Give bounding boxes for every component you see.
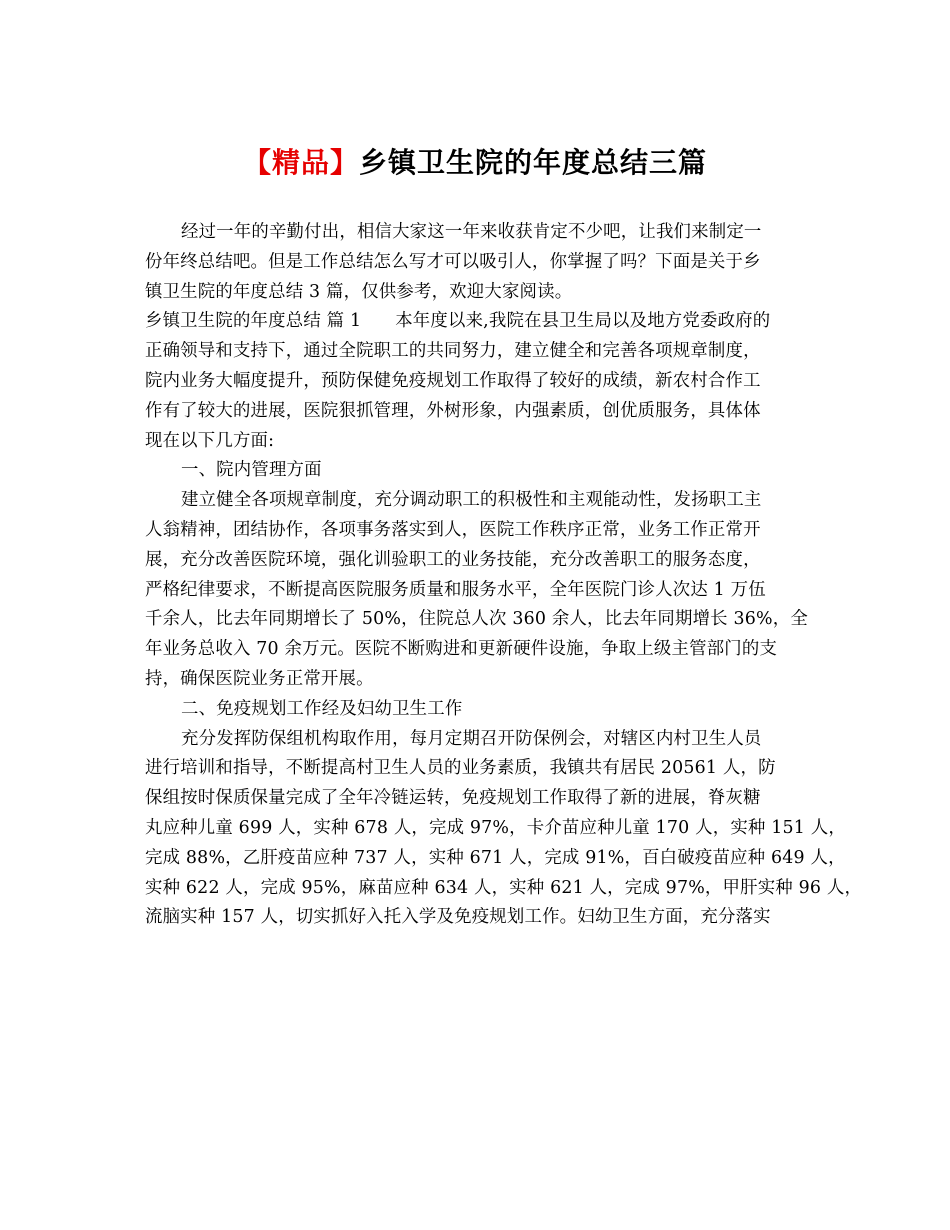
title-mark: 【精品】 xyxy=(242,146,359,179)
paragraph-line: 年业务总收入 70 余万元。医院不断购进和更新硬件设施，争取上级主管部门的支 xyxy=(145,639,778,660)
section-heading-line xyxy=(145,307,815,337)
paragraph-text: 本年度以来,我院在县卫生局以及地方党委政府的 xyxy=(395,311,771,332)
paragraph-line: 建立健全各项规章制度，充分调动职工的积极性和主观能动性，发扬职工主 xyxy=(181,490,762,511)
document-body xyxy=(145,218,863,933)
paragraph-line: 镇卫生院的年度总结 3 篇，仅供参考，欢迎大家阅读。 xyxy=(145,281,573,302)
paragraph-line: 实种 622 人，完成 95%，麻苗应种 634 人，实种 621 人，完成 97%，甲肝实种 96 人， xyxy=(145,877,863,898)
title-text: 乡镇卫生院的年度总结三篇 xyxy=(359,146,708,179)
paragraph-line: 份年终总结吧。但是工作总结怎么写才可以吸引人，你掌握了吗？下面是关于乡 xyxy=(145,251,761,272)
paragraph-line: 现在以下几方面: xyxy=(145,430,275,451)
document-title xyxy=(0,143,950,183)
paragraph-line: 经过一年的辛勤付出，相信大家这一年来收获肯定不少吧，让我们来制定一 xyxy=(181,222,762,242)
paragraph-line: 展，充分改善医院环境，强化训验职工的业务技能，充分改善职工的服务态度， xyxy=(145,549,761,570)
paragraph-line: 院内业务大幅度提升，预防保健免疫规划工作取得了较好的成绩，新农村合作工 xyxy=(145,370,761,391)
paragraph-line: 严格纪律要求，不断提高医院服务质量和服务水平，全年医院门诊人次达 1 万伍 xyxy=(145,579,766,600)
paragraph-line: 进行培训和指导，不断提高村卫生人员的业务素质，我镇共有居民 20561 人，防 xyxy=(145,758,776,779)
paragraph-line: 保组按时保质保量完成了全年冷链运转，免疫规划工作取得了新的进展，脊灰糖 xyxy=(145,788,761,809)
subheading: 二、免疫规划工作经及妇幼卫生工作 xyxy=(181,698,463,719)
paragraph-line: 千余人，比去年同期增长了 50%，住院总人次 360 余人，比去年同期增长 36%，全 xyxy=(145,609,808,630)
subheading: 一、院内管理方面 xyxy=(181,460,322,481)
paragraph-line: 丸应种儿童 699 人，实种 678 人，完成 97%，卡介苗应种儿童 170 人，实种 151 人， xyxy=(145,817,846,838)
paragraph-line: 正确领导和支持下，通过全院职工的共同努力，建立健全和完善各项规章制度， xyxy=(145,341,761,362)
section-heading: 乡镇卫生院的年度总结 篇 1 xyxy=(145,311,362,332)
paragraph-line: 持，确保医院业务正常开展。 xyxy=(145,668,374,689)
paragraph-line: 作有了较大的进展，医院狠抓管理，外树形象，内强素质，创优质服务，具体体 xyxy=(145,400,761,421)
paragraph-line: 人翁精神，团结协作，各项事务落实到人，医院工作秩序正常，业务工作正常开 xyxy=(145,519,761,540)
paragraph-line: 完成 88%，乙肝疫苗应种 737 人，实种 671 人，完成 91%，百白破疫苗应种 649 人， xyxy=(145,847,846,868)
paragraph-line: 流脑实种 157 人，切实抓好入托入学及免疫规划工作。妇幼卫生方面，充分落实 xyxy=(145,907,771,928)
paragraph-line: 充分发挥防保组机构取作用，每月定期召开防保例会，对辖区内村卫生人员 xyxy=(181,728,762,749)
